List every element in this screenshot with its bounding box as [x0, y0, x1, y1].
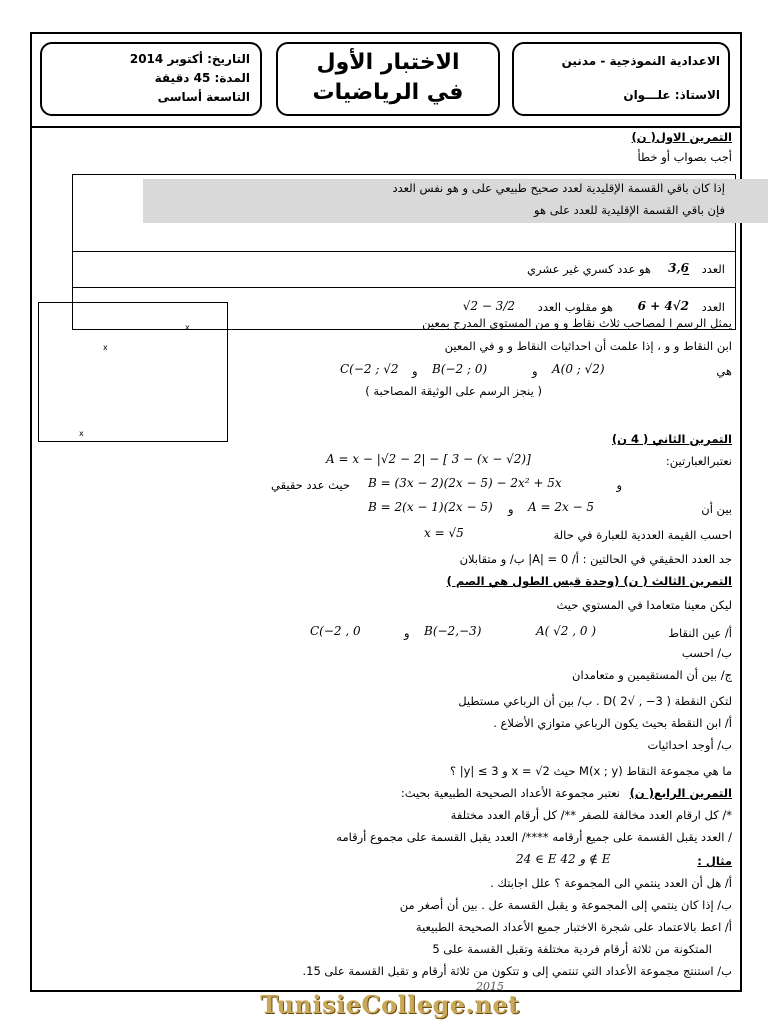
ex4-line1: نعتبر مجموعة الأعداد الصحيحة الطبيعية بحيث:: [400, 786, 620, 800]
coord-a: A(0 ; √2): [552, 362, 605, 376]
ex3-d: لتكن النقطة ( 3− , √2 )D . ب/ بين أن الرباعي مستطيل: [458, 694, 732, 708]
school-info-box: [512, 42, 730, 116]
ex4-q5: ب/ استنتج مجموعة الأعداد التي تنتمي إلى و تتكون من ثلاثة أرقام و تقبل القسمة على 15.: [302, 964, 732, 978]
ex3-a: أ/ عين النقاط: [668, 626, 732, 640]
ex3-and: و: [404, 626, 410, 640]
ex4-q2: ب/ إذا كان ينتمي إلى المجموعة و يقبل القسمة عل . بين أن أصغر من: [399, 898, 732, 912]
point-marker: x: [79, 429, 84, 438]
exam-level: التاسعة أساسى: [157, 90, 250, 104]
exam-date: التاريخ: أكتوبر 2014: [129, 52, 250, 66]
row1-line2: فإن باقي القسمة الإقليدية للعدد على هو: [534, 203, 725, 217]
ex3-g: ما هي مجموعة النقاط M(x ; y) حيث x = √2 و 3 ≥ |y| ؟: [449, 764, 732, 778]
ex3-f: ب/ أوجد احداثيات: [647, 738, 732, 752]
row2-prefix: العدد: [701, 262, 725, 276]
ex1b-line3-prefix: هي: [716, 364, 732, 378]
ex1b-line1: يمثل الرسم ا لمصاحب ثلاث نقاط و و من المستوي المدرج بمعين: [422, 316, 732, 330]
ex1-heading: التمرين الاول( ن): [631, 130, 732, 144]
ex1b-line4: ( ينجز الرسم على الوثيقة المصاحبة ): [365, 384, 542, 398]
watermark-year: 2015: [476, 980, 504, 993]
ex4-q1: أ/ هل أن العدد ينتمي الى المجموعة ؟ علل اجابتك .: [490, 876, 732, 890]
and-2: و: [412, 364, 418, 378]
ex4-l2: */ كل ارقام العدد مخالفة للصفر **/ كل أرقام العدد مختلفة: [450, 808, 732, 822]
watermark: TunisieCollege.net: [260, 990, 520, 1019]
row3-math1: 6 + 4√2: [637, 299, 689, 313]
teacher-name: الاستاذ: علـــوان: [623, 88, 720, 102]
point-marker: x: [103, 343, 108, 352]
true-false-row-2: [72, 252, 736, 288]
ex4-q3: أ/ اعط بالاعتماد على شجرة الاختبار جميع الأعداد الصحيحة الطبيعية: [415, 920, 732, 934]
eq-a: A = 2x − 5: [528, 500, 595, 514]
ex3-line1: ليكن معينا متعامدا في المستوي حيث: [556, 598, 732, 612]
ex2-heading: التمرين الثاني ( 4 ن): [611, 432, 732, 446]
drawing-box: [38, 302, 228, 442]
ex4-example-math: 24 ∈ E و 42 ∉ E: [516, 852, 611, 866]
school-name: الاعدادية النموذجية - مدنين: [561, 54, 720, 68]
eq-b: B = 2(x − 1)(2x − 5): [368, 500, 493, 514]
ex3-b: ب/ احسب: [681, 646, 732, 660]
ex2-and: و: [616, 478, 622, 492]
ex4-heading: التمرين الرابع( ن): [629, 786, 732, 800]
exam-duration: المدة: 45 دقيقة: [154, 71, 250, 85]
ex2-line1: نعتبرالعبارتين:: [665, 454, 732, 468]
point-marker: x: [185, 323, 190, 332]
ex3-heading: التمرين الثالث ( ن) (وحدة قيس الطول هي الصم ): [446, 574, 732, 588]
expr-a: A = x − |√2 − 2| − [ 3 − (x − √2)]: [326, 452, 531, 466]
coord-c: C(−2 ; √2: [340, 362, 399, 376]
ex2-show: بين أن: [701, 502, 732, 516]
ex1-instruction: أجب بصواب أو خطأ: [637, 150, 732, 164]
ex3-a-math: C(−2 , 0: [310, 624, 361, 638]
row3-math2: √2 − 3/2: [462, 299, 515, 313]
ex3-a-math2: B(−2,−3): [424, 624, 482, 638]
true-false-row-1: [72, 174, 736, 252]
and-1: و: [532, 364, 538, 378]
ex4-l3: / العدد يقبل القسمة على جميع أرقامه ****/ العدد يقبل القسمة على مجموع أرقامه: [336, 830, 732, 844]
ex3-c: ج/ بين أن المستقيمين و متعامدان: [572, 668, 732, 682]
row3-prefix: العدد: [701, 300, 725, 314]
ex2-calc-math: x = √5: [424, 526, 464, 540]
row1-line1: إذا كان باقي القسمة الإقليدية لعدد صحيح طبيعي على و هو نفس العدد: [392, 181, 725, 195]
title-box: [276, 42, 500, 116]
ex2-find: جد العدد الحقيقي في الحالتين : أ/ 0 = |A| ب/ و متقابلان: [459, 552, 732, 566]
ex3-e: أ/ ابن النقطة بحيث يكون الرباعي متوازي الأضلاع .: [493, 716, 732, 730]
exam-meta-box: [40, 42, 262, 116]
exam-subject: في الرياضيات: [312, 80, 464, 105]
exam-frame: [30, 32, 742, 992]
ex4-example: مثال :: [697, 854, 732, 868]
ex2-and-2: و: [508, 502, 514, 516]
row3-text: هو مقلوب العدد: [537, 300, 613, 314]
header-separator: [32, 126, 740, 128]
exam-title: الاختبار الأول: [316, 50, 460, 75]
row2-math: 3,6̲: [668, 261, 689, 275]
ex2-calc: احسب القيمة العددية للعبارة في حالة: [553, 528, 732, 542]
row2-text: هو عدد كسري غير عشري: [526, 262, 651, 276]
ex3-a-math3: A( √2 , 0 ): [536, 624, 597, 638]
coord-b: B(−2 ; 0): [432, 362, 488, 376]
expr-b-suffix: حيث عدد حقيقي: [270, 478, 350, 492]
ex1b-line2: ابن النقاط و و ، إذا علمت أن احداثيات النقاط و و في المعين: [444, 339, 732, 353]
ex4-q4: المتكونة من ثلاثة أرقام فردية مختلفة وتقبل القسمة على 5: [432, 942, 712, 956]
expr-b: B = (3x − 2)(2x − 5) − 2x² + 5x: [368, 476, 562, 490]
